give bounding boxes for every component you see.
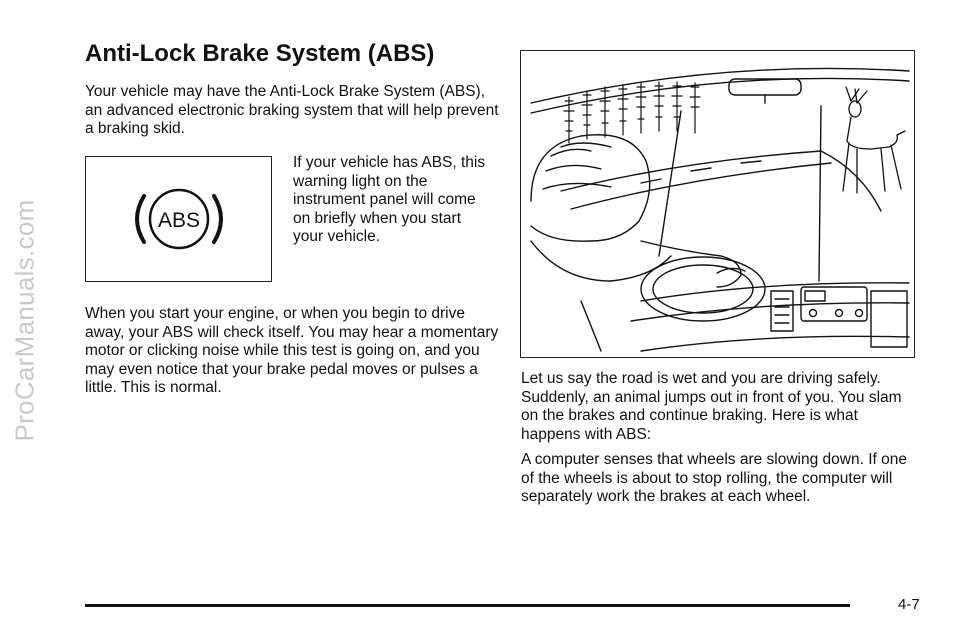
- warning-light-caption: If your vehicle has ABS, this warning light on the instrument panel will come on briefly when you start your vehicle.: [293, 154, 486, 245]
- abs-symbol-text: ABS: [157, 209, 200, 232]
- footer-rule: [85, 604, 850, 607]
- driver-deer-on-road-illustration: [521, 51, 913, 356]
- watermark-text: ProCarManuals.com: [9, 198, 40, 442]
- self-check-paragraph: When you start your engine, or when you begin to drive away, your ABS will check itself. You may hear a momentary motor or clicking noise while this test is going on, and you may even notice that your brake pedal moves or pulses a little. This is normal.: [85, 305, 499, 396]
- scenario-paragraph: Let us say the road is wet and you are driving safely. Suddenly, an animal jumps out in front of you. You slam on the brakes and continue braking. Here is what happens with ABS:: [521, 370, 902, 443]
- driver-deer-illustration: [520, 50, 915, 358]
- abs-warning-light-box: [85, 156, 272, 282]
- intro-paragraph: Your vehicle may have the Anti-Lock Brake System (ABS), an advanced electronic braking system that will help prevent a braking skid.: [85, 83, 499, 137]
- section-title: Anti-Lock Brake System (ABS): [85, 40, 435, 67]
- page-number: 4-7: [898, 596, 920, 613]
- abs-warning-icon: [124, 184, 234, 254]
- explanation-paragraph: A computer senses that wheels are slowing down. If one of the wheels is about to stop rolling, the computer will separately work the brakes at each wheel.: [521, 451, 907, 505]
- watermark: [2, 0, 48, 640]
